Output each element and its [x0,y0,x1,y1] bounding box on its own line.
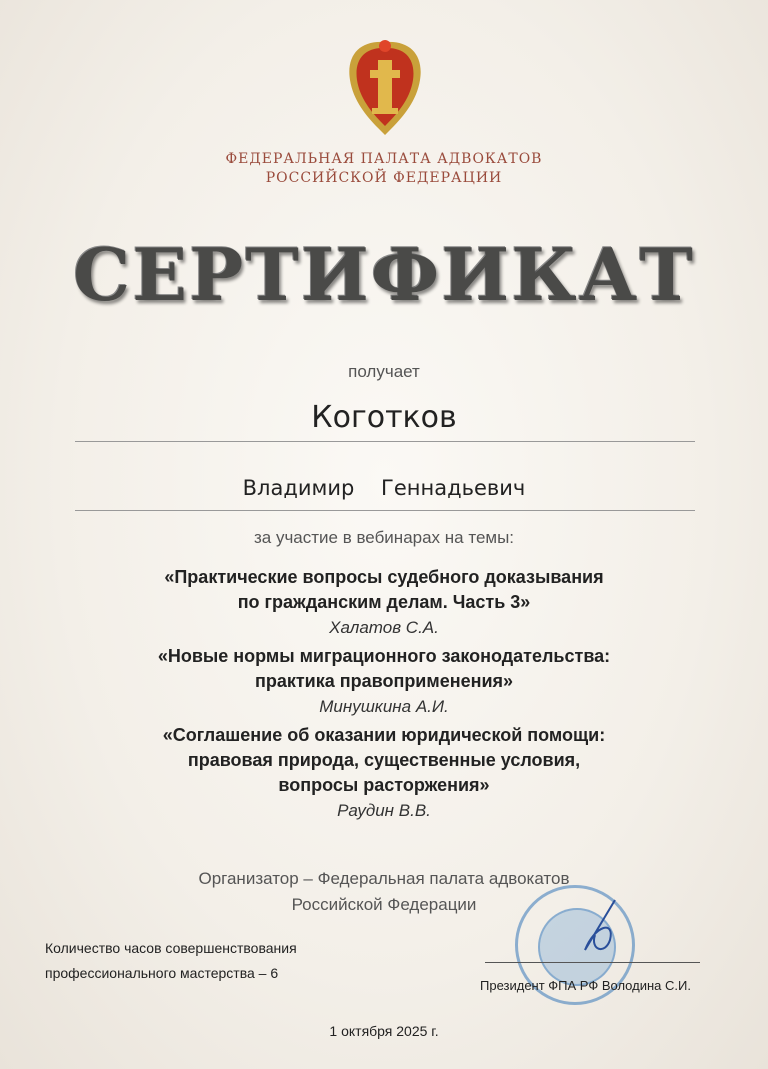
webinar-title-line: по гражданским делам. Часть 3» [237,592,531,612]
organizer-line-1: Организатор – Федеральная палата адвокатов [198,869,570,888]
hours-info [45,936,297,986]
divider [75,510,695,511]
recipient-surname: Коготков [311,400,457,435]
signature-line [485,962,700,963]
intro-text: за участие в вебинарах на темы: [253,528,515,547]
webinar-item [0,644,768,717]
org-line-2: РОССИЙСКОЙ ФЕДЕРАЦИИ [265,170,503,186]
signature-caption: Президент ФПА РФ Володина С.И. [480,978,691,993]
webinar-title-line: вопросы расторжения» [278,775,490,795]
webinar-list [0,565,768,827]
certificate-title: СЕРТИФИКАТ [73,232,695,317]
webinar-item [0,565,768,638]
webinar-item [0,723,768,821]
hours-line-2: профессионального мастерства – 6 [45,965,279,981]
webinar-title-line: правовая природа, существенные условия, [187,750,581,770]
webinar-title-line: «Новые нормы миграционного законодательства: [157,646,611,666]
webinar-title-line: практика правоприменения» [254,671,514,691]
org-line-1: ФЕДЕРАЛЬНАЯ ПАЛАТА АДВОКАТОВ [225,151,543,167]
recipient-name: Владимир Геннадьевич [242,476,526,500]
organizer [0,866,768,918]
fpa-emblem-icon [340,30,430,140]
webinar-speaker: Раудин В.В. [337,801,431,820]
webinar-title-line: «Практические вопросы судебного доказывания [164,567,604,587]
issue-date: 1 октября 2025 г. [329,1023,439,1039]
organizer-line-2: Российской Федерации [291,895,477,914]
signature-icon [575,895,635,965]
organization-name [0,150,768,188]
receives-label: получает [348,362,420,381]
webinar-speaker: Халатов С.А. [329,618,439,637]
hours-line-1: Количество часов совершенствования [45,940,297,956]
webinar-speaker: Минушкина А.И. [319,697,449,716]
divider [75,441,695,442]
webinar-title-line: «Соглашение об оказании юридической помощи: [162,725,606,745]
